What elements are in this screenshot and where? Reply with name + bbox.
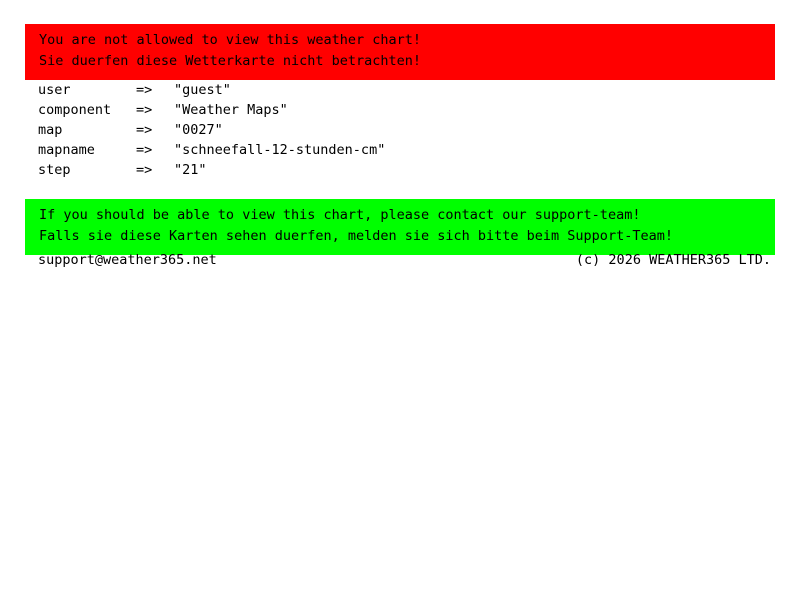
- param-value: "guest": [174, 82, 231, 98]
- copyright-notice: (c) 2026 WEATHER365 LTD.: [575, 252, 771, 268]
- param-row: [38, 160, 738, 180]
- param-key: map: [38, 122, 63, 138]
- param-value: "0027": [174, 122, 223, 138]
- access-denied-message-de: Sie duerfen diese Wetterkarte nicht betrachten!: [39, 53, 422, 69]
- param-row: [38, 100, 738, 120]
- support-banner: [25, 199, 775, 255]
- param-arrow-icon: =>: [136, 162, 153, 178]
- param-key: user: [38, 82, 71, 98]
- param-row: [38, 140, 738, 160]
- param-arrow-icon: =>: [136, 122, 153, 138]
- page-footer: [38, 250, 771, 270]
- param-key: component: [38, 102, 112, 118]
- param-value: "21": [174, 162, 207, 178]
- param-arrow-icon: =>: [136, 142, 153, 158]
- param-arrow-icon: =>: [136, 102, 153, 118]
- support-email-link[interactable]: support@weather365.net: [38, 252, 217, 268]
- param-key: mapname: [38, 142, 95, 158]
- param-value: "Weather Maps": [174, 102, 288, 118]
- support-message-en: If you should be able to view this chart, please contact our support-team!: [39, 207, 641, 223]
- access-denied-message-en: You are not allowed to view this weather chart!: [39, 32, 422, 48]
- param-row: [38, 120, 738, 140]
- param-row: [38, 80, 738, 100]
- param-value: "schneefall-12-stunden-cm": [174, 142, 386, 158]
- support-message-de: Falls sie diese Karten sehen duerfen, melden sie sich bitte beim Support-Team!: [39, 228, 673, 244]
- access-denied-banner: [25, 24, 775, 80]
- param-arrow-icon: =>: [136, 82, 153, 98]
- request-parameters-list: [38, 80, 738, 180]
- param-key: step: [38, 162, 71, 178]
